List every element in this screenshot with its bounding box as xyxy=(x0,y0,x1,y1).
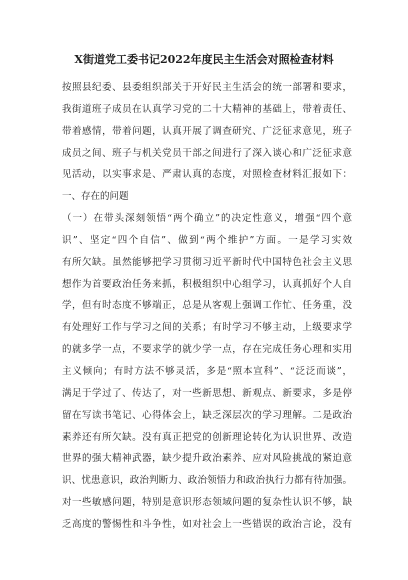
intro-paragraph-line: 成员之间、班子与机关党员干部之间进行了深入谈心和广泛征求意 xyxy=(62,147,352,159)
document-body xyxy=(62,77,352,536)
section-paragraph-line: 有处理好工作与学习之间的关系；有时学习不够主动，上级要求学 xyxy=(62,322,352,334)
section-paragraph-line: 的就多学一点，不要求学的就少学一点，存在完成任务心理和实用 xyxy=(62,344,352,356)
intro-paragraph xyxy=(62,77,352,186)
intro-paragraph-line: 带着感情，带着问题，认真开展了调查研究、广泛征求意见，班子 xyxy=(62,125,352,137)
section-paragraph-line: 识、忧患意识，政治判断力、政治领悟力和政治执行力都有待加强。 xyxy=(62,475,352,487)
section-heading: 一、存在的问题 xyxy=(62,191,129,203)
intro-paragraph-line: 按照县纪委、县委组织部关于开好民主生活会的统一部署和要求， xyxy=(62,82,352,93)
section-paragraph-line: 学，但有时态度不够端正，总是从客观上强调工作忙、任务重，没 xyxy=(62,300,352,312)
section-paragraph-line: 想作为首要政治任务来抓，积极组织中心组学习，认真抓好个人自 xyxy=(62,278,352,290)
intro-paragraph-line: 我街道班子成员在认真学习党的二十大精神的基础上，带着责任、 xyxy=(62,103,352,115)
section-paragraph-line: 素养还有所欠缺。没有真正把党的创新理论转化为认识世界、改造 xyxy=(62,431,352,443)
section-paragraph xyxy=(62,208,352,536)
section-paragraph-line: 识”、坚定“四个自信”、做到“两个维护”方面。一是学习实效 xyxy=(62,234,352,246)
section-paragraph-line: 有所欠缺。虽然能够把学习贯彻习近平新时代中国特色社会主义思 xyxy=(62,256,352,268)
document-title: X街道党工委书记2022年度民主生活会对照检查材料 xyxy=(74,53,334,66)
section-paragraph-line: （一）在带头深刻领悟“两个确立”的决定性意义，增强“四个意 xyxy=(62,213,352,225)
section-paragraph-line: 对一些敏感问题，特别是意识形态领域问题的复杂性认识不够，缺 xyxy=(62,497,352,509)
section-paragraph-line: 世界的强大精神武器，缺少提升政治素养、应对风险挑战的紧迫意 xyxy=(62,453,352,465)
section-paragraph-line: 满足于学过了、传达了，对一些新思想、新观点、新要求，多是停 xyxy=(62,387,352,399)
section-paragraph-line: 留在写读书笔记、心得体会上，缺乏深层次的学习理解。二是政治 xyxy=(62,409,352,421)
section-paragraph-line: 主义倾向；有时方法不够灵活，多是“照本宣科”、“泛泛而谈”， xyxy=(62,365,352,377)
section-paragraph-line: 乏高度的警惕性和斗争性，如对社会上一些错误的政治言论，没有 xyxy=(62,518,352,530)
intro-paragraph-line: 见活动，以实事求是、严肃认真的态度，对照检查材料汇报如下： xyxy=(62,169,352,181)
